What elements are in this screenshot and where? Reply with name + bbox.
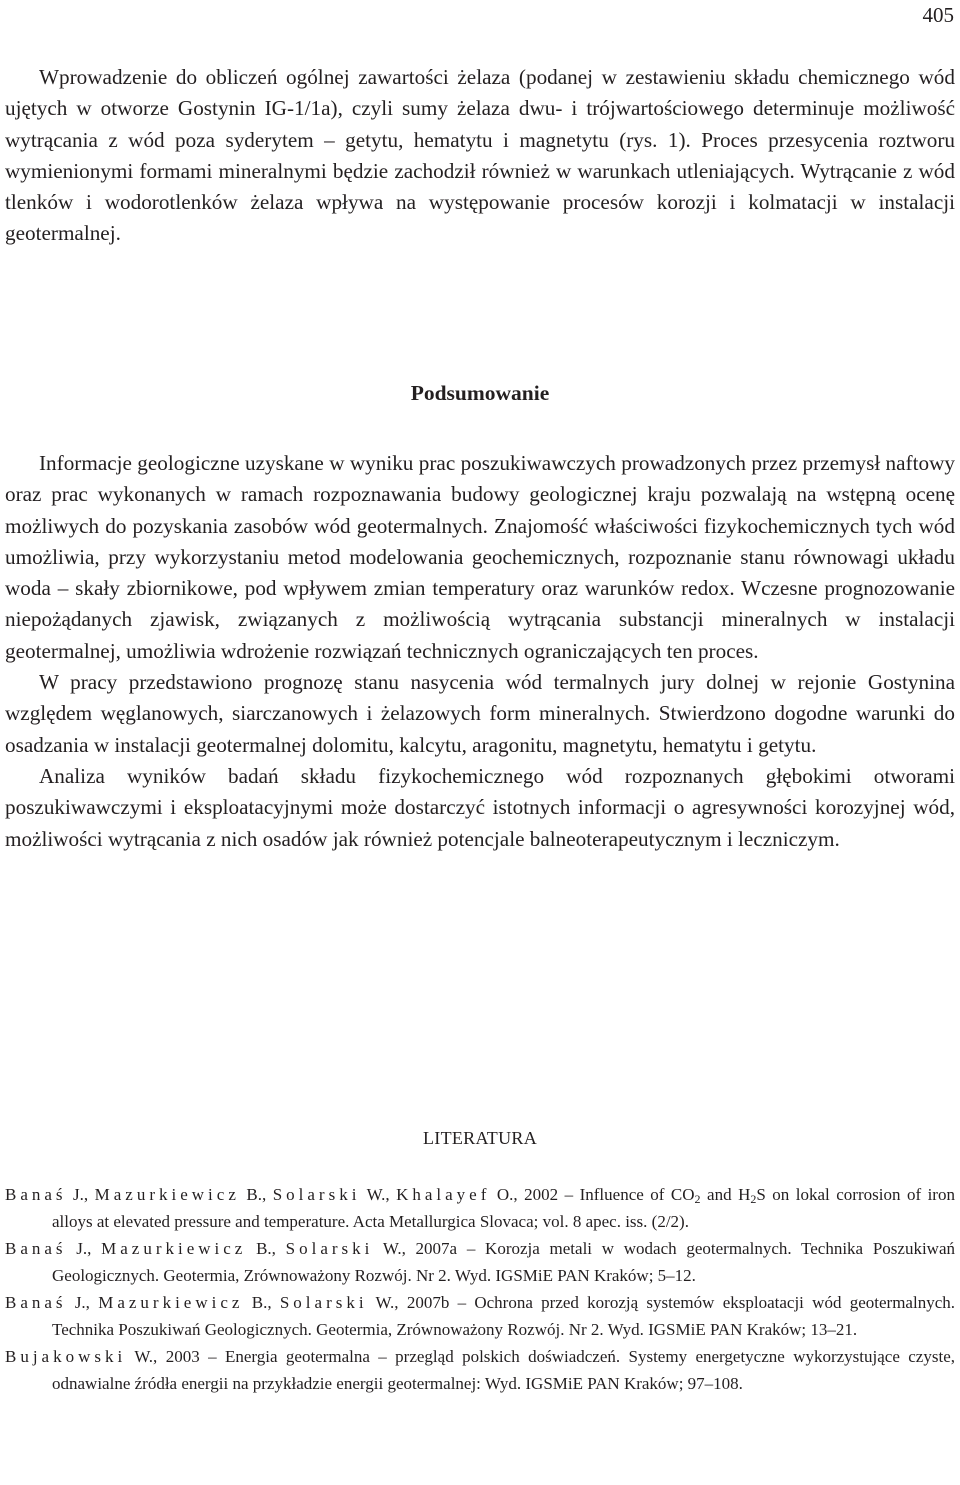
reference-author-initial: J., (66, 1185, 95, 1204)
reference-item (5, 1235, 955, 1289)
reference-text: 2007b – Ochrona przed korozją systemów eksploatacji wód geotermalnych. Technika Poszukiwań Geologicznych. Geotermia, Zrównoważony Rozwój. Nr 2. Wyd. IGSMiE PAN Kraków; 13–21. (52, 1293, 955, 1339)
reference-author: Khalayef (396, 1185, 491, 1204)
reference-author-initial: J., (66, 1239, 102, 1258)
reference-author: Banaś (5, 1293, 67, 1312)
reference-author: Mazurkiewicz (101, 1239, 247, 1258)
section-heading: Podsumowanie (410, 381, 550, 405)
reference-subscript: 2 (750, 1192, 757, 1206)
summary-paragraph: Informacje geologiczne uzyskane w wyniku prac poszukiwawczych prowadzonych przez przemysł naftowy oraz prac wykonanych w ramach rozpoznawania budowy geologicznej kraju pozwalają na wstępną ocenę możliwych do pozyskania zasobów wód geotermalnych. Znajomość właściwości fizykochemicznych tych wód umożliwia, przy wykorzystaniu metod modelowania geochemicznych, rozpoznanie stanu równowagi układu woda – skały zbiornikowe, pod wpływem zmian temperatury oraz warunków redox. Wczesne prognozowanie niepożądanych zjawisk, związanych z możliwością wytrącania substancji mineralnych w instalacji geotermalnej, umożliwia wdrożenie rozwiązań technicznych ograniczających ten proces. (5, 451, 955, 663)
reference-author-initial: B., (243, 1293, 280, 1312)
reference-text: and H (700, 1185, 751, 1204)
reference-author: Mazurkiewicz (98, 1293, 244, 1312)
reference-author-initial: B., (246, 1239, 286, 1258)
reference-author: Banaś (5, 1239, 67, 1258)
reference-author-initial: O., (490, 1185, 525, 1204)
reference-item (5, 1181, 955, 1235)
reference-author: Solarski (285, 1239, 374, 1258)
literature-heading: LITERATURA (423, 1128, 537, 1148)
reference-item (5, 1343, 955, 1397)
reference-author-initial: W., (367, 1293, 407, 1312)
intro-paragraph: Wprowadzenie do obliczeń ogólnej zawartości żelaza (podanej w zestawieniu składu chemicznego wód ujętych w otworze Gostynin IG-1/1a), czyli sumy żelaza dwu- i trójwartościowego determinuje możliwość wytrącania z wód poza syderytem – getytu, hematytu i magnetytu (rys. 1). Proces przesycenia roztworu wymienionymi formami mineralnymi będzie zachodził również w warunkach utleniających. Wytrącanie z wód tlenków i wodorotlenków żelaza wpływa na występowanie procesów korozji i kolmatacji w instalacji geotermalnej. (5, 65, 955, 246)
summary-paragraph: Analiza wyników badań składu fizykochemicznego wód rozpoznanych głębokimi otworami poszukiwawczymi i eksploatacyjnymi może dostarczyć istotnych informacji o agresywności korozyjnej wód, możliwości wytrącania z nich osadów jak również potencjale balneoterapeutycznym i leczniczym. (5, 763, 955, 851)
reference-author: Solarski (279, 1293, 368, 1312)
reference-author-initial: J., (66, 1293, 99, 1312)
reference-author-initial: W., (360, 1185, 397, 1204)
reference-author: Solarski (272, 1185, 361, 1204)
page-number: 405 (922, 3, 954, 27)
reference-text: 2003 – Energia geotermalna – przegląd polskich doświadczeń. Systemy energetyczne wykorzystujące czyste, odnawialne źródła energii na przykładzie energii geotermalnej: Wyd. IGSMiE PAN Kraków; 97–108. (52, 1347, 955, 1393)
reference-text: 2002 – Influence of CO (524, 1185, 695, 1204)
reference-item (5, 1289, 955, 1343)
summary-section (5, 448, 955, 855)
reference-author: Bujakowski (5, 1347, 127, 1366)
summary-paragraph: W pracy przedstawiono prognozę stanu nasycenia wód termalnych jury dolnej w rejonie Gostynina względem węglanowych, siarczanowych i żelazowych form mineralnych. Stwierdzono dogodne warunki do osadzania w instalacji geotermalnej dolomitu, kalcytu, aragonitu, magnetytu, hematytu i getytu. (5, 670, 955, 757)
reference-text: 2007a – Korozja metali w wodach geotermalnych. Technika Poszukiwań Geologicznych. Geotermia, Zrównoważony Rozwój. Nr 2. Wyd. IGSMiE PAN Kraków; 5–12. (52, 1239, 955, 1285)
reference-author-initial: B., (239, 1185, 273, 1204)
intro-text (5, 62, 955, 250)
reference-text: S on lokal corrosion of iron alloys at elevated pressure and temperature. Acta Metallurgica Slovaca; vol. 8 apec. iss. (2/2). (52, 1185, 955, 1231)
reference-author: Mazurkiewicz (94, 1185, 240, 1204)
reference-subscript: 2 (694, 1192, 701, 1206)
reference-author-initial: W., (126, 1347, 166, 1366)
reference-author-initial: W., (373, 1239, 416, 1258)
reference-author: Banaś (5, 1185, 67, 1204)
reference-list (5, 1181, 955, 1397)
